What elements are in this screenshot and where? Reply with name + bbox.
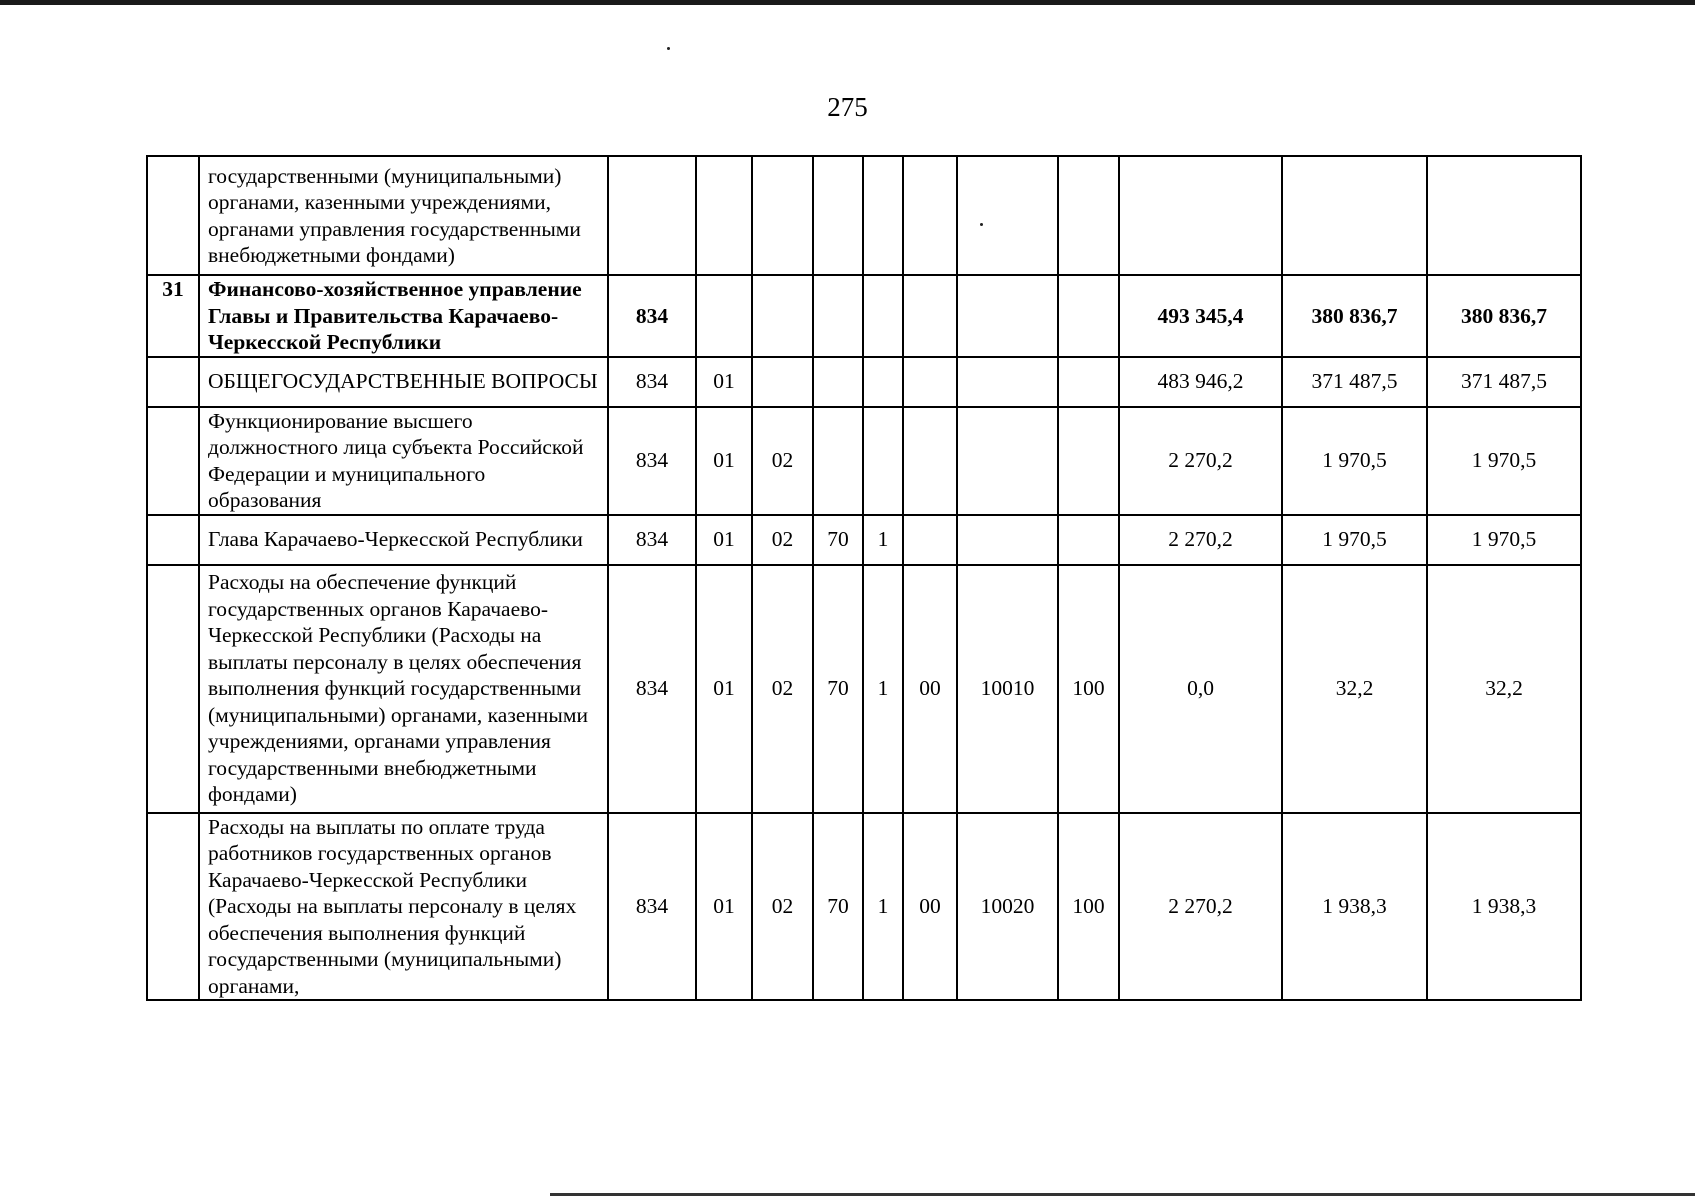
amount-year1-cell: 2 270,2 <box>1119 515 1282 565</box>
table-row <box>147 156 1581 275</box>
amount-year3-cell: 32,2 <box>1427 565 1581 813</box>
expense-code-cell <box>957 357 1058 407</box>
subprogram-code-cell: 1 <box>863 813 903 1001</box>
amount-year3-cell: 380 836,7 <box>1427 275 1581 357</box>
top-edge-rule <box>0 0 1695 5</box>
expense-type-cell <box>1058 275 1119 357</box>
table-row <box>147 515 1581 565</box>
amount-year1-cell: 2 270,2 <box>1119 407 1282 515</box>
expense-code-cell <box>957 156 1058 275</box>
program-code-cell: 70 <box>813 565 863 813</box>
direction-code-cell <box>903 515 957 565</box>
direction-code-cell <box>903 357 957 407</box>
ved-code-cell <box>608 156 696 275</box>
row-number-cell <box>147 407 199 515</box>
row-name-cell: Расходы на выплаты по оплате труда работников государственных органов Карачаево-Черкесской Республики (Расходы на выплаты персоналу в целях обеспечения выполнения функций государственными (муниципальными) органами, <box>199 813 608 1001</box>
table-row <box>147 357 1581 407</box>
amount-year2-cell: 32,2 <box>1282 565 1427 813</box>
amount-year1-cell: 2 270,2 <box>1119 813 1282 1001</box>
section-code-cell: 01 <box>696 813 752 1001</box>
amount-year3-cell: 1 970,5 <box>1427 515 1581 565</box>
row-name-cell: Функционирование высшего должностного лица субъекта Российской Федерации и муниципального образования <box>199 407 608 515</box>
direction-code-cell <box>903 407 957 515</box>
subsection-code-cell: 02 <box>752 813 813 1001</box>
row-number-cell <box>147 156 199 275</box>
amount-year1-cell: 483 946,2 <box>1119 357 1282 407</box>
bottom-edge-rule <box>550 1193 1695 1196</box>
ved-code-cell: 834 <box>608 565 696 813</box>
direction-code-cell <box>903 275 957 357</box>
scan-speck <box>667 47 670 50</box>
section-code-cell: 01 <box>696 357 752 407</box>
ved-code-cell: 834 <box>608 407 696 515</box>
subprogram-code-cell <box>863 407 903 515</box>
row-name-cell: ОБЩЕГОСУДАРСТВЕННЫЕ ВОПРОСЫ <box>199 357 608 407</box>
amount-year3-cell: 1 970,5 <box>1427 407 1581 515</box>
expense-type-cell <box>1058 156 1119 275</box>
table-row <box>147 275 1581 357</box>
direction-code-cell: 00 <box>903 565 957 813</box>
row-number-cell <box>147 357 199 407</box>
table-row <box>147 565 1581 813</box>
amount-year3-cell: 371 487,5 <box>1427 357 1581 407</box>
expense-code-cell: 10010 <box>957 565 1058 813</box>
amount-year2-cell: 1 938,3 <box>1282 813 1427 1001</box>
subsection-code-cell: 02 <box>752 565 813 813</box>
section-code-cell <box>696 275 752 357</box>
subprogram-code-cell: 1 <box>863 515 903 565</box>
budget-table <box>146 155 1582 1001</box>
direction-code-cell <box>903 156 957 275</box>
program-code-cell <box>813 275 863 357</box>
expense-code-cell <box>957 515 1058 565</box>
section-code-cell: 01 <box>696 565 752 813</box>
table-row <box>147 407 1581 515</box>
ved-code-cell: 834 <box>608 515 696 565</box>
expense-code-cell <box>957 275 1058 357</box>
expense-code-cell: 10020 <box>957 813 1058 1001</box>
section-code-cell: 01 <box>696 407 752 515</box>
row-name-cell: Финансово-хозяйственное управление Главы и Правительства Карачаево-Черкесской Республики <box>199 275 608 357</box>
subprogram-code-cell <box>863 156 903 275</box>
section-code-cell: 01 <box>696 515 752 565</box>
row-number-cell <box>147 813 199 1001</box>
page-number: 275 <box>827 92 868 122</box>
amount-year2-cell: 380 836,7 <box>1282 275 1427 357</box>
amount-year2-cell: 371 487,5 <box>1282 357 1427 407</box>
expense-type-cell: 100 <box>1058 813 1119 1001</box>
subsection-code-cell <box>752 357 813 407</box>
section-code-cell <box>696 156 752 275</box>
amount-year1-cell <box>1119 156 1282 275</box>
row-name-cell: Глава Карачаево-Черкесской Республики <box>199 515 608 565</box>
amount-year2-cell: 1 970,5 <box>1282 515 1427 565</box>
program-code-cell <box>813 407 863 515</box>
amount-year2-cell: 1 970,5 <box>1282 407 1427 515</box>
row-number-cell <box>147 565 199 813</box>
subsection-code-cell <box>752 156 813 275</box>
subprogram-code-cell <box>863 275 903 357</box>
row-name-cell: государственными (муниципальными) органами, казенными учреждениями, органами управления государственными внебюджетными фондами) <box>199 156 608 275</box>
subsection-code-cell: 02 <box>752 515 813 565</box>
expense-type-cell: 100 <box>1058 565 1119 813</box>
expense-type-cell <box>1058 407 1119 515</box>
row-name-cell: Расходы на обеспечение функций государственных органов Карачаево-Черкесской Республики (Расходы на выплаты персоналу в целях обеспечения выполнения функций государственными (муниципальными) органами, казенными учреждениями, органами управления государственными внебюджетными фондами) <box>199 565 608 813</box>
subsection-code-cell: 02 <box>752 407 813 515</box>
amount-year3-cell: 1 938,3 <box>1427 813 1581 1001</box>
subsection-code-cell <box>752 275 813 357</box>
ved-code-cell: 834 <box>608 275 696 357</box>
program-code-cell <box>813 357 863 407</box>
subprogram-code-cell: 1 <box>863 565 903 813</box>
amount-year3-cell <box>1427 156 1581 275</box>
program-code-cell: 70 <box>813 515 863 565</box>
amount-year1-cell: 0,0 <box>1119 565 1282 813</box>
program-code-cell: 70 <box>813 813 863 1001</box>
row-number-cell <box>147 515 199 565</box>
table-row <box>147 813 1581 1001</box>
amount-year2-cell <box>1282 156 1427 275</box>
row-number-cell: 31 <box>147 275 199 357</box>
ved-code-cell: 834 <box>608 813 696 1001</box>
ved-code-cell: 834 <box>608 357 696 407</box>
expense-type-cell <box>1058 357 1119 407</box>
expense-type-cell <box>1058 515 1119 565</box>
direction-code-cell: 00 <box>903 813 957 1001</box>
program-code-cell <box>813 156 863 275</box>
subprogram-code-cell <box>863 357 903 407</box>
expense-code-cell <box>957 407 1058 515</box>
amount-year1-cell: 493 345,4 <box>1119 275 1282 357</box>
